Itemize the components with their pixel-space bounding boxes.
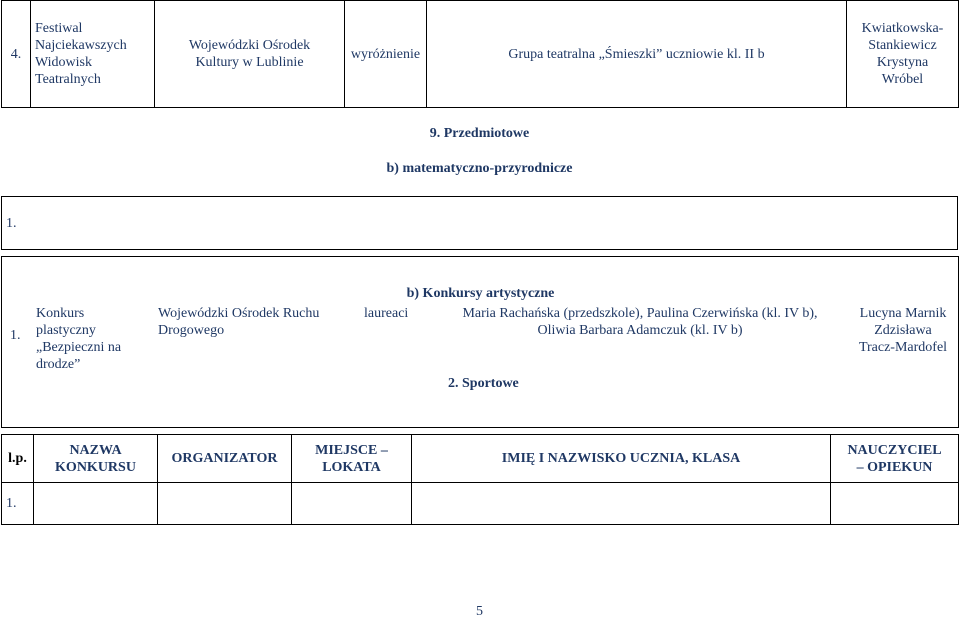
- page-number: 5: [476, 604, 483, 619]
- teacher: [847, 1, 959, 108]
- results-table-row-4: [1, 0, 959, 108]
- section-9-subtitle: b) matematyczno-przyrodnicze: [386, 161, 573, 176]
- teacher-line: Zdzisława: [874, 323, 932, 338]
- header-teacher: [831, 435, 959, 483]
- contest-line: Najciekawszych: [35, 38, 127, 53]
- art-participants: [430, 305, 850, 339]
- sport-section-title: 2. Sportowe: [448, 376, 519, 391]
- art-contest-name: [36, 305, 156, 373]
- art-section-title: b) Konkursy artystyczne: [406, 286, 555, 301]
- sports-header-table: [1, 434, 959, 525]
- empty-cell: [292, 483, 412, 525]
- header-place: [292, 435, 412, 483]
- organizer-line: Wojewódzki Ośrodek Ruchu: [158, 306, 320, 321]
- empty-cell: [34, 483, 158, 525]
- header-line: MIEJSCE –: [315, 442, 388, 458]
- header-organizer: ORGANIZATOR: [158, 435, 292, 483]
- art-organizer: [158, 305, 348, 339]
- contest-name: [31, 1, 155, 108]
- organizer-line: Kultury w Lublinie: [195, 55, 304, 70]
- teacher-line: Stankiewicz: [868, 38, 937, 53]
- participants-line: Oliwia Barbara Adamczuk (kl. IV b): [537, 323, 743, 338]
- result: wyróżnienie: [345, 1, 427, 108]
- header-line: LOKATA: [322, 459, 381, 475]
- participants: Grupa teatralna „Śmieszki” uczniowie kl. II b: [427, 1, 847, 108]
- header-line: NAZWA: [69, 442, 122, 458]
- contest-line: Widowisk: [35, 55, 92, 70]
- header-contest-name: [34, 435, 158, 483]
- contest-line: plastyczny: [36, 323, 96, 338]
- contest-line: „Bezpieczni na: [36, 340, 122, 355]
- organizer-line: Drogowego: [158, 323, 225, 338]
- art-row-lp: 1.: [10, 328, 21, 343]
- art-teacher: [847, 305, 959, 356]
- header-line: KONKURSU: [55, 459, 136, 475]
- section-9-title: 9. Przedmiotowe: [429, 126, 530, 141]
- art-result: laureaci: [364, 306, 409, 321]
- header-line: – OPIEKUN: [856, 459, 933, 475]
- organizer-line: Wojewódzki Ośrodek: [188, 38, 311, 53]
- empty-cell: [158, 483, 292, 525]
- empty-cell: [831, 483, 959, 525]
- header-lp: l.p.: [2, 435, 34, 483]
- teacher-line: Wróbel: [881, 72, 924, 87]
- contest-line: Konkurs: [36, 306, 85, 321]
- organizer: [155, 1, 345, 108]
- teacher-line: Lucyna Marnik: [859, 306, 947, 321]
- empty-row-table: [1, 196, 958, 250]
- empty-cell: [412, 483, 831, 525]
- teacher-line: Tracz-Mardofel: [858, 340, 948, 355]
- contest-line: drodze”: [36, 357, 81, 372]
- row-lp: 1.: [2, 483, 34, 525]
- teacher-line: Krystyna: [876, 55, 929, 70]
- teacher-line: Kwiatkowska-: [861, 21, 944, 36]
- row-lp: 1.: [2, 197, 958, 250]
- header-student: IMIĘ I NAZWISKO UCZNIA, KLASA: [412, 435, 831, 483]
- contest-line: Festiwal: [35, 21, 83, 36]
- participants-line: Maria Rachańska (przedszkole), Paulina Czerwińska (kl. IV b),: [462, 306, 818, 321]
- art-section-cell: [2, 257, 959, 428]
- contest-line: Teatralnych: [35, 72, 101, 87]
- row-lp: 4.: [2, 1, 31, 108]
- header-line: NAUCZYCIEL: [847, 442, 942, 458]
- art-contests-table: [1, 256, 959, 428]
